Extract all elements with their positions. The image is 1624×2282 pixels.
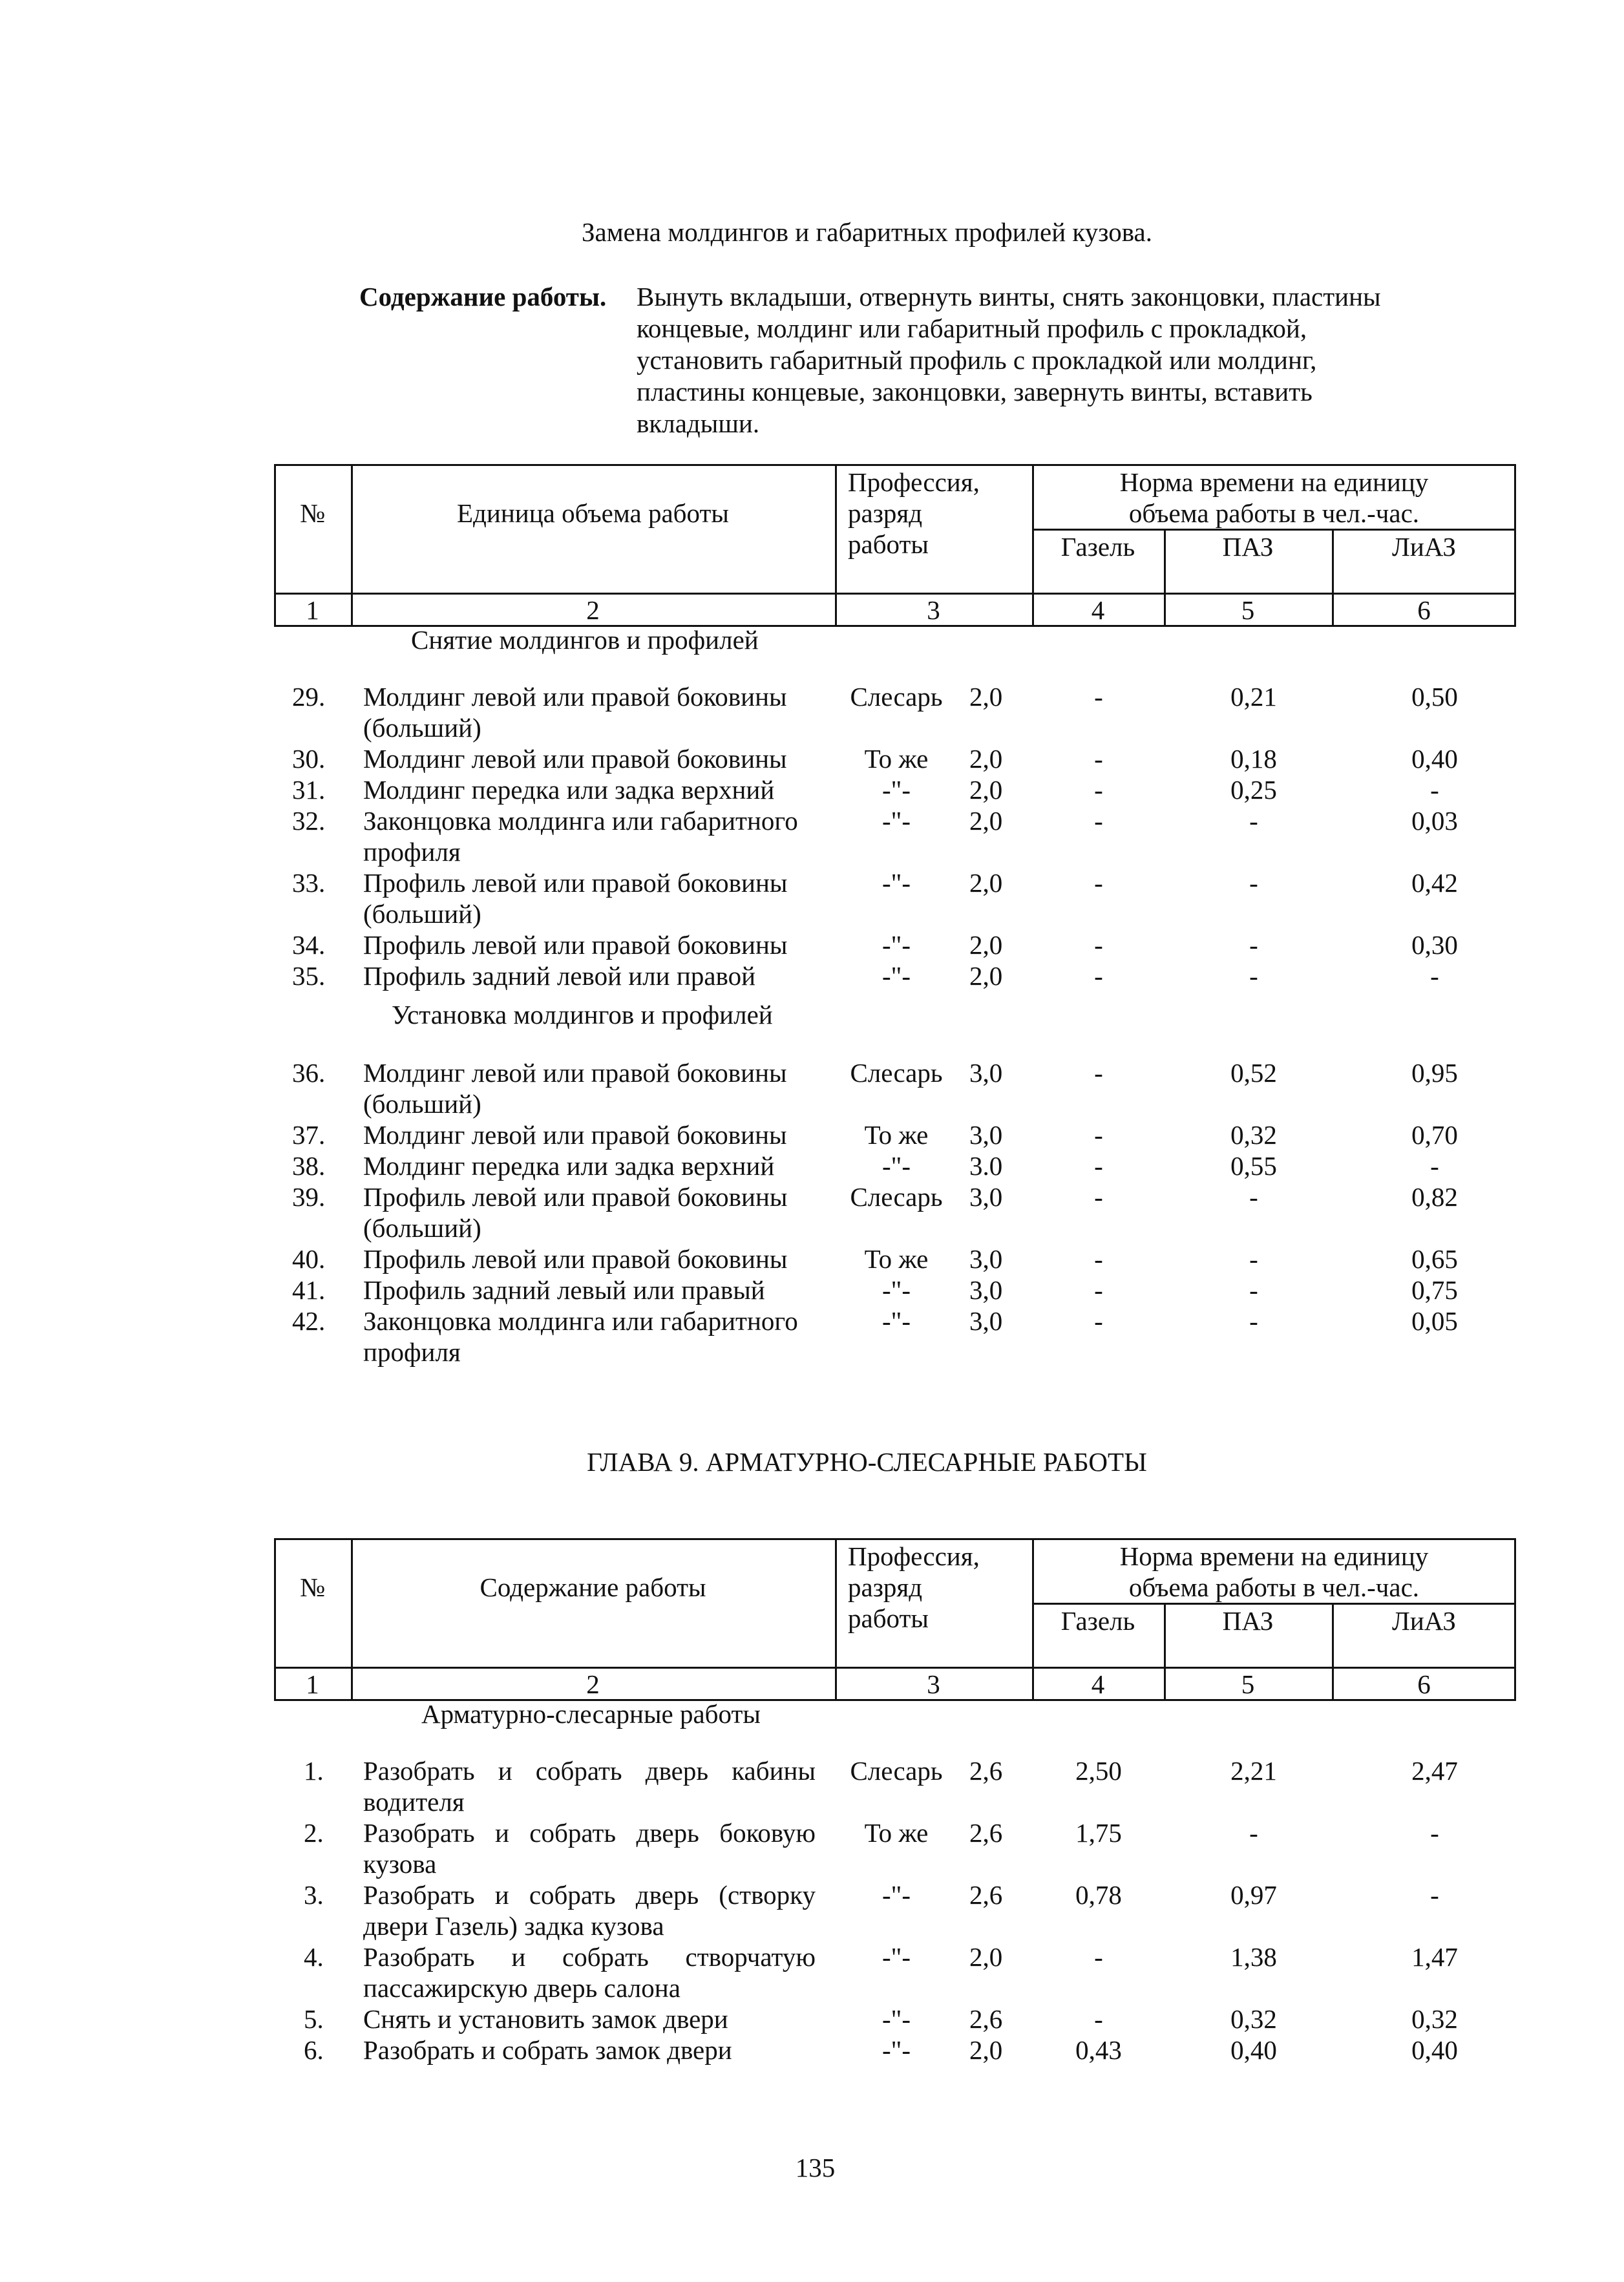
cell-prof: -"-: [881, 868, 911, 898]
cell-grade: 2,0: [969, 682, 1003, 712]
cell-grade: 2,0: [969, 1942, 1003, 1972]
cell-grade: 3,0: [969, 1120, 1003, 1150]
cell-desc: Молдинг передка или задка верхний: [363, 1151, 775, 1181]
page-title: Замена молдингов и габаритных профилей кузова.: [581, 217, 1152, 247]
cell-prof: Слесарь: [850, 682, 943, 712]
cell-liaz: 0,95: [1411, 1058, 1458, 1088]
cell-liaz: 0,65: [1411, 1244, 1458, 1274]
table2-norm-1: Норма времени на единицу: [1119, 1541, 1429, 1571]
cell-liaz: 0,40: [1411, 744, 1458, 774]
cell-paz: 0,25: [1230, 775, 1277, 805]
table2-colnum-6: 6: [1417, 1669, 1431, 1699]
cell-num: 30.: [292, 744, 326, 774]
cell-num: 31.: [292, 775, 326, 805]
cell-liaz: 0,82: [1411, 1182, 1458, 1212]
cell-gaz: -: [1094, 806, 1103, 836]
table1-col-liaz: ЛиАЗ: [1392, 532, 1456, 562]
cell-num: 42.: [292, 1306, 326, 1336]
cell-gaz: 1,75: [1075, 1818, 1122, 1848]
cell-num: 34.: [292, 930, 326, 960]
cell-desc: Разобрать и собрать дверь боковую кузова: [363, 1818, 816, 1879]
cell-liaz: -: [1430, 1151, 1439, 1181]
cell-num: 37.: [292, 1120, 326, 1150]
cell-num: 39.: [292, 1182, 326, 1212]
cell-gaz: -: [1094, 2004, 1103, 2034]
work-content-label: Содержание работы.: [359, 282, 607, 312]
cell-desc: Разобрать и собрать дверь кабины водителя: [363, 1756, 816, 1817]
cell-grade: 2,6: [969, 1880, 1003, 1910]
cell-desc: Профиль левой или правой боковины (больший): [363, 1182, 788, 1243]
table1-col-num: №: [299, 498, 326, 528]
cell-num: 1.: [304, 1756, 324, 1786]
table2-colnum-2: 2: [586, 1669, 600, 1699]
table1-colnum-2: 2: [586, 595, 600, 625]
cell-gaz: -: [1094, 1182, 1103, 1212]
cell-paz: -: [1249, 806, 1258, 836]
cell-paz: -: [1249, 1275, 1258, 1305]
cell-liaz: 0,03: [1411, 806, 1458, 836]
cell-prof: То же: [864, 1244, 929, 1274]
cell-desc: Профиль левой или правой боковины: [363, 930, 788, 960]
cell-gaz: -: [1094, 1942, 1103, 1972]
table1-col-prof-2: разряд: [848, 498, 923, 528]
cell-desc: Законцовка молдинга или габаритного профиля: [363, 1306, 798, 1367]
cell-desc: Разобрать и собрать замок двери: [363, 2035, 732, 2065]
cell-gaz: -: [1094, 1244, 1103, 1274]
table1-colnum-1: 1: [306, 595, 319, 625]
cell-liaz: 0,42: [1411, 868, 1458, 898]
cell-prof: -"-: [881, 1880, 911, 1910]
cell-paz: -: [1249, 1306, 1258, 1336]
cell-grade: 2,0: [969, 2035, 1003, 2065]
cell-num: 32.: [292, 806, 326, 836]
cell-grade: 3,0: [969, 1275, 1003, 1305]
work-content-line: Вынуть вкладыши, отвернуть винты, снять законцовки, пластины: [637, 282, 1381, 312]
cell-liaz: -: [1430, 1880, 1439, 1910]
cell-desc: Молдинг левой или правой боковины (больший): [363, 1058, 787, 1119]
cell-grade: 2,0: [969, 930, 1003, 960]
cell-gaz: -: [1094, 744, 1103, 774]
cell-num: 40.: [292, 1244, 326, 1274]
cell-grade: 2,0: [969, 744, 1003, 774]
cell-liaz: 2,47: [1411, 1756, 1458, 1786]
chapter-heading: ГЛАВА 9. АРМАТУРНО-СЛЕСАРНЫЕ РАБОТЫ: [587, 1447, 1147, 1477]
cell-paz: -: [1249, 868, 1258, 898]
cell-gaz: -: [1094, 1306, 1103, 1336]
cell-desc: Снять и установить замок двери: [363, 2004, 728, 2034]
cell-gaz: -: [1094, 930, 1103, 960]
cell-prof: То же: [864, 1120, 929, 1150]
cell-desc: Молдинг левой или правой боковины (больший): [363, 682, 787, 743]
cell-paz: -: [1249, 930, 1258, 960]
cell-prof: -"-: [881, 961, 911, 991]
cell-gaz: -: [1094, 1275, 1103, 1305]
table2-col-gaz: Газель: [1060, 1606, 1135, 1636]
cell-prof: То же: [864, 744, 929, 774]
cell-desc: Профиль задний левой или правой: [363, 961, 756, 991]
cell-num: 35.: [292, 961, 326, 991]
cell-gaz: -: [1094, 775, 1103, 805]
cell-paz: -: [1249, 1818, 1258, 1848]
cell-prof: Слесарь: [850, 1182, 943, 1212]
page-number: 135: [795, 2153, 836, 2182]
table2-colnum-5: 5: [1241, 1669, 1255, 1699]
cell-desc: Профиль задний левый или правый: [363, 1275, 765, 1305]
table1-colnum-5: 5: [1241, 595, 1255, 625]
table2-col-num: №: [299, 1572, 326, 1602]
cell-desc: Профиль левой или правой боковины (больший): [363, 868, 788, 929]
table2-section: Арматурно-слесарные работы: [421, 1699, 761, 1729]
cell-gaz: 0,78: [1075, 1880, 1122, 1910]
table1-section-install: Установка молдингов и профилей: [392, 1000, 773, 1030]
cell-liaz: 0,05: [1411, 1306, 1458, 1336]
cell-gaz: -: [1094, 1151, 1103, 1181]
cell-paz: -: [1249, 961, 1258, 991]
cell-num: 36.: [292, 1058, 326, 1088]
table1-col-paz: ПАЗ: [1222, 532, 1274, 562]
cell-liaz: -: [1430, 961, 1439, 991]
cell-gaz: -: [1094, 961, 1103, 991]
cell-liaz: 0,50: [1411, 682, 1458, 712]
cell-grade: 3,0: [969, 1244, 1003, 1274]
table2-col-paz: ПАЗ: [1222, 1606, 1274, 1636]
cell-prof: -"-: [881, 930, 911, 960]
cell-grade: 2,0: [969, 806, 1003, 836]
cell-desc: Молдинг левой или правой боковины: [363, 744, 787, 774]
table2-colnum-1: 1: [306, 1669, 319, 1699]
cell-paz: 1,38: [1230, 1942, 1277, 1972]
cell-num: 38.: [292, 1151, 326, 1181]
table1-norm-2: объема работы в чел.-час.: [1128, 498, 1420, 528]
table1-colnum-4: 4: [1091, 595, 1105, 625]
work-content-line: вкладыши.: [637, 408, 760, 438]
cell-desc: Молдинг передка или задка верхний: [363, 775, 775, 805]
cell-liaz: 0,32: [1411, 2004, 1458, 2034]
cell-grade: 2,6: [969, 2004, 1003, 2034]
table2-colnum-4: 4: [1091, 1669, 1105, 1699]
cell-paz: 0,40: [1230, 2035, 1277, 2065]
table1-colnum-3: 3: [927, 595, 940, 625]
cell-num: 5.: [304, 2004, 324, 2034]
cell-paz: 0,52: [1230, 1058, 1277, 1088]
table2-col-liaz: ЛиАЗ: [1392, 1606, 1456, 1636]
cell-desc: Профиль левой или правой боковины: [363, 1244, 788, 1274]
table1-norm-1: Норма времени на единицу: [1119, 467, 1429, 497]
cell-gaz: 0,43: [1075, 2035, 1122, 2065]
table1-section-removal: Снятие молдингов и профилей: [411, 625, 759, 655]
cell-grade: 3,0: [969, 1182, 1003, 1212]
cell-desc: Разобрать и собрать створчатую пассажирскую дверь салона: [363, 1942, 816, 2003]
cell-gaz: -: [1094, 1058, 1103, 1088]
table1-colnum-6: 6: [1417, 595, 1431, 625]
cell-prof: То же: [864, 1818, 929, 1848]
work-content-line: пластины концевые, законцовки, завернуть винты, вставить: [637, 377, 1313, 407]
cell-num: 6.: [304, 2035, 324, 2065]
cell-desc: Законцовка молдинга или габаритного профиля: [363, 806, 798, 867]
cell-prof: -"-: [881, 2004, 911, 2034]
table1-norm-divider: [1032, 529, 1516, 531]
cell-liaz: 0,30: [1411, 930, 1458, 960]
cell-paz: 0,21: [1230, 682, 1277, 712]
table2-col-prof-1: Профессия,: [848, 1541, 980, 1571]
cell-gaz: -: [1094, 682, 1103, 712]
cell-prof: -"-: [881, 1151, 911, 1181]
cell-paz: 0,18: [1230, 744, 1277, 774]
cell-paz: 2,21: [1230, 1756, 1277, 1786]
cell-gaz: -: [1094, 1120, 1103, 1150]
table2-col-prof-3: работы: [848, 1603, 929, 1633]
cell-num: 29.: [292, 682, 326, 712]
cell-paz: 0,97: [1230, 1880, 1277, 1910]
table2-col-content: Содержание работы: [480, 1572, 706, 1602]
cell-prof: -"-: [881, 1942, 911, 1972]
cell-prof: -"-: [881, 1306, 911, 1336]
cell-desc: Молдинг левой или правой боковины: [363, 1120, 787, 1150]
cell-prof: Слесарь: [850, 1058, 943, 1088]
table1-col-prof-3: работы: [848, 529, 929, 559]
cell-gaz: 2,50: [1075, 1756, 1122, 1786]
cell-prof: -"-: [881, 2035, 911, 2065]
table1-col-gaz: Газель: [1060, 532, 1135, 562]
cell-paz: -: [1249, 1244, 1258, 1274]
cell-liaz: 0,70: [1411, 1120, 1458, 1150]
cell-num: 4.: [304, 1942, 324, 1972]
cell-paz: 0,55: [1230, 1151, 1277, 1181]
cell-grade: 3,0: [969, 1306, 1003, 1336]
cell-liaz: 0,75: [1411, 1275, 1458, 1305]
table1-col-unit: Единица объема работы: [457, 498, 729, 528]
cell-paz: 0,32: [1230, 1120, 1277, 1150]
cell-num: 41.: [292, 1275, 326, 1305]
cell-liaz: 1,47: [1411, 1942, 1458, 1972]
cell-prof: -"-: [881, 806, 911, 836]
cell-paz: -: [1249, 1182, 1258, 1212]
table2-col-prof-2: разряд: [848, 1572, 923, 1602]
cell-prof: -"-: [881, 775, 911, 805]
cell-liaz: -: [1430, 1818, 1439, 1848]
cell-grade: 2,6: [969, 1756, 1003, 1786]
table2-colnum-3: 3: [927, 1669, 940, 1699]
cell-desc: Разобрать и собрать дверь (створку двери Газель) задка кузова: [363, 1880, 816, 1941]
table2-norm-2: объема работы в чел.-час.: [1128, 1572, 1420, 1602]
cell-num: 33.: [292, 868, 326, 898]
cell-gaz: -: [1094, 868, 1103, 898]
cell-grade: 2,6: [969, 1818, 1003, 1848]
cell-liaz: 0,40: [1411, 2035, 1458, 2065]
cell-grade: 2,0: [969, 868, 1003, 898]
work-content-line: установить габаритный профиль с прокладкой или молдинг,: [637, 345, 1317, 375]
work-content-line: концевые, молдинг или габаритный профиль с прокладкой,: [637, 313, 1307, 343]
table1-col-prof-1: Профессия,: [848, 467, 980, 497]
cell-num: 2.: [304, 1818, 324, 1848]
work-content-text: [637, 281, 1473, 439]
cell-prof: Слесарь: [850, 1756, 943, 1786]
cell-paz: 0,32: [1230, 2004, 1277, 2034]
cell-grade: 3,0: [969, 1058, 1003, 1088]
cell-grade: 2,0: [969, 775, 1003, 805]
cell-grade: 3.0: [969, 1151, 1003, 1181]
cell-liaz: -: [1430, 775, 1439, 805]
cell-grade: 2,0: [969, 961, 1003, 991]
cell-prof: -"-: [881, 1275, 911, 1305]
cell-num: 3.: [304, 1880, 324, 1910]
